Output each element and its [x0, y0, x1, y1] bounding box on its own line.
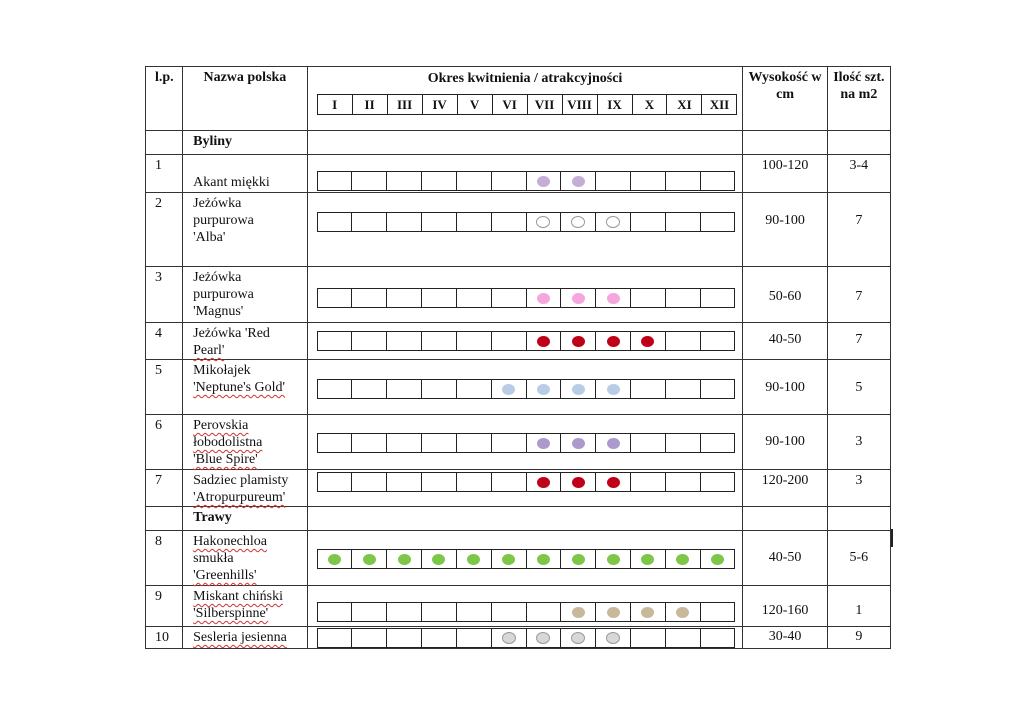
bloom-dot-empty — [502, 632, 516, 644]
flowering-period — [307, 531, 743, 586]
month-cell — [666, 380, 701, 398]
bloom-dot-red — [537, 477, 550, 488]
month-cell — [422, 434, 457, 452]
bloom-dot-green — [432, 554, 445, 565]
height-value: 40-50 — [743, 531, 827, 586]
quantity-value: 3-4 — [827, 155, 890, 193]
month-cell — [492, 629, 527, 647]
month-cell — [666, 629, 701, 647]
flowering-period — [307, 360, 743, 415]
month-cell — [492, 434, 527, 452]
month-cell — [318, 172, 353, 190]
bloom-dot-green — [676, 554, 689, 565]
table-row — [146, 470, 891, 507]
row-number: 7 — [146, 470, 183, 507]
plant-name-line: Sadziec plamisty — [193, 473, 289, 488]
month-cell — [352, 213, 387, 231]
bloom-dot-green — [537, 554, 550, 565]
month-cell — [561, 213, 596, 231]
month-cell — [387, 289, 422, 307]
month-cell — [561, 380, 596, 398]
height-value: 30-40 — [743, 627, 827, 649]
table-row — [146, 627, 891, 649]
plant-name-line: 'Blue Spire' — [193, 452, 258, 467]
month-cell — [596, 213, 631, 231]
month-cell — [596, 629, 631, 647]
flowering-period — [307, 415, 743, 470]
plant-name-line: 'Neptune's Gold' — [193, 380, 286, 395]
row-number: 1 — [146, 155, 183, 193]
plant-name — [183, 586, 308, 627]
plant-name-line: Mikołajek — [193, 363, 251, 378]
month-cell — [318, 434, 353, 452]
month-cell — [492, 380, 527, 398]
quantity-value: 9 — [827, 627, 890, 649]
month-cell — [596, 289, 631, 307]
month-cell — [457, 380, 492, 398]
month-label: X — [633, 95, 668, 114]
month-cell — [527, 550, 562, 568]
month-cell — [666, 473, 701, 491]
month-cell — [596, 603, 631, 621]
plant-name-line: Jeżówka — [193, 196, 242, 211]
month-cell — [387, 380, 422, 398]
month-cell — [631, 332, 666, 350]
month-cell — [422, 629, 457, 647]
month-cell — [387, 550, 422, 568]
month-cell — [422, 289, 457, 307]
table-row — [146, 531, 891, 586]
month-label: XI — [667, 95, 702, 114]
month-cell — [596, 332, 631, 350]
month-cell — [631, 172, 666, 190]
row-number: 9 — [146, 586, 183, 627]
text-cursor — [891, 529, 893, 547]
header-name: Nazwa polska — [183, 67, 308, 131]
flowering-period — [307, 470, 743, 507]
month-cell — [352, 332, 387, 350]
month-label: VIII — [563, 95, 598, 114]
month-cell — [352, 380, 387, 398]
bloom-dot-empty — [606, 216, 620, 228]
month-cell — [492, 172, 527, 190]
bloom-dot-red — [607, 336, 620, 347]
table-row — [146, 586, 891, 627]
month-cell — [701, 473, 735, 491]
bloom-dot-green — [607, 554, 620, 565]
section-row-grasses — [146, 507, 891, 531]
month-strip — [317, 602, 736, 622]
plant-name — [183, 470, 308, 507]
plant-name-line: purpurowa — [193, 287, 254, 302]
height-value: 50-60 — [743, 267, 827, 323]
height-value: 40-50 — [743, 323, 827, 360]
bloom-dot-empty — [571, 632, 585, 644]
plant-name — [183, 415, 308, 470]
month-cell — [527, 172, 562, 190]
month-cell — [561, 434, 596, 452]
month-cell — [631, 380, 666, 398]
quantity-value: 3 — [827, 470, 890, 507]
row-number: 2 — [146, 193, 183, 267]
plant-name — [183, 193, 308, 267]
flowering-period — [307, 586, 743, 627]
height-value: 90-100 — [743, 415, 827, 470]
bloom-dot-green — [363, 554, 376, 565]
month-cell — [457, 332, 492, 350]
month-cell — [666, 213, 701, 231]
bloom-dot-lavender — [537, 438, 550, 449]
month-cell — [561, 172, 596, 190]
height-value: 120-200 — [743, 470, 827, 507]
plant-name-line: smukła — [193, 551, 234, 566]
plant-name-line: 'Silberspinne' — [193, 606, 269, 621]
month-label: II — [353, 95, 388, 114]
month-label: V — [458, 95, 493, 114]
bloom-dot-red — [537, 336, 550, 347]
plant-name-line: 'Greenhills' — [193, 568, 257, 583]
row-number: 4 — [146, 323, 183, 360]
month-cell — [631, 550, 666, 568]
bloom-dot-red — [641, 336, 654, 347]
month-cell — [666, 550, 701, 568]
month-cell — [701, 172, 735, 190]
month-cell — [422, 550, 457, 568]
month-cell — [352, 434, 387, 452]
month-cell — [387, 434, 422, 452]
bloom-dot-green — [328, 554, 341, 565]
header-period-title: Okres kwitnienia / atrakcyjności — [427, 71, 623, 86]
bloom-dot-empty — [606, 632, 620, 644]
month-cell — [527, 434, 562, 452]
quantity-value: 7 — [827, 323, 890, 360]
month-strip — [317, 549, 736, 569]
month-cell — [492, 332, 527, 350]
month-cell — [666, 289, 701, 307]
table-row — [146, 267, 891, 323]
month-cell — [387, 603, 422, 621]
month-cell — [701, 550, 735, 568]
month-cell — [457, 473, 492, 491]
month-cell — [318, 289, 353, 307]
month-cell — [631, 603, 666, 621]
month-cell — [492, 213, 527, 231]
month-cell — [422, 380, 457, 398]
month-cell — [631, 289, 666, 307]
flowering-period — [307, 627, 743, 649]
month-strip — [317, 379, 736, 399]
row-number: 5 — [146, 360, 183, 415]
plant-name-line: Jeżówka 'Red — [193, 326, 270, 341]
header-row — [146, 67, 891, 131]
plant-name — [183, 531, 308, 586]
month-cell — [318, 550, 353, 568]
plant-name — [183, 267, 308, 323]
month-strip — [317, 331, 736, 351]
month-cell — [701, 434, 735, 452]
month-label: III — [388, 95, 423, 114]
month-cell — [457, 629, 492, 647]
plant-name-line: Hakonechloa — [193, 534, 267, 549]
month-cell — [318, 332, 353, 350]
month-cell — [352, 629, 387, 647]
plant-name-line: Akant miękki — [193, 175, 270, 190]
month-cell — [666, 434, 701, 452]
month-cell — [352, 172, 387, 190]
month-cell — [422, 473, 457, 491]
month-cell — [701, 629, 735, 647]
month-cell — [422, 172, 457, 190]
month-label: I — [318, 95, 353, 114]
bloom-dot-light_blue — [572, 384, 585, 395]
month-cell — [596, 473, 631, 491]
plant-name-line: 'Alba' — [193, 230, 226, 245]
month-cell — [318, 629, 353, 647]
month-cell — [318, 603, 353, 621]
month-cell — [387, 172, 422, 190]
month-cell — [492, 473, 527, 491]
month-strip — [317, 171, 736, 191]
month-cell — [457, 550, 492, 568]
month-label: VI — [493, 95, 528, 114]
bloom-dot-pink — [572, 293, 585, 304]
month-cell — [701, 289, 735, 307]
month-header — [317, 94, 738, 115]
month-cell — [666, 172, 701, 190]
flowering-period — [307, 323, 743, 360]
height-value: 90-100 — [743, 360, 827, 415]
month-cell — [631, 629, 666, 647]
quantity-value: 1 — [827, 586, 890, 627]
row-number: 3 — [146, 267, 183, 323]
plant-name-line: Sesleria jesienna — [193, 630, 287, 645]
month-cell — [561, 603, 596, 621]
month-cell — [457, 603, 492, 621]
month-cell — [701, 213, 735, 231]
month-cell — [422, 603, 457, 621]
bloom-dot-green — [641, 554, 654, 565]
bloom-dot-light_blue — [607, 384, 620, 395]
bloom-dot-green — [572, 554, 585, 565]
month-cell — [457, 172, 492, 190]
month-cell — [387, 213, 422, 231]
month-cell — [631, 434, 666, 452]
month-cell — [527, 380, 562, 398]
flowering-period — [307, 193, 743, 267]
row-number: 6 — [146, 415, 183, 470]
month-strip — [317, 288, 736, 308]
bloom-dot-green — [467, 554, 480, 565]
quantity-value: 7 — [827, 193, 890, 267]
flowering-period — [307, 155, 743, 193]
month-cell — [666, 332, 701, 350]
bloom-dot-lilac — [537, 176, 550, 187]
bloom-dot-empty — [536, 632, 550, 644]
month-cell — [527, 213, 562, 231]
table-row — [146, 360, 891, 415]
height-value: 100-120 — [743, 155, 827, 193]
month-cell — [701, 380, 735, 398]
row-number: 8 — [146, 531, 183, 586]
plant-name-line: Pearl' — [193, 343, 225, 358]
month-strip — [317, 212, 736, 232]
bloom-dot-red — [607, 477, 620, 488]
bloom-dot-tan — [572, 607, 585, 618]
month-cell — [492, 550, 527, 568]
bloom-dot-lilac — [572, 176, 585, 187]
plant-name-line: Jeżówka — [193, 270, 242, 285]
height-value: 120-160 — [743, 586, 827, 627]
month-cell — [492, 289, 527, 307]
month-cell — [387, 629, 422, 647]
month-cell — [352, 473, 387, 491]
month-cell — [318, 380, 353, 398]
month-cell — [527, 289, 562, 307]
bloom-dot-tan — [607, 607, 620, 618]
month-cell — [352, 603, 387, 621]
bloom-dot-pink — [537, 293, 550, 304]
month-cell — [457, 213, 492, 231]
table-row — [146, 415, 891, 470]
bloom-dot-empty — [536, 216, 550, 228]
month-cell — [701, 332, 735, 350]
bloom-dot-tan — [641, 607, 654, 618]
month-cell — [318, 213, 353, 231]
flowering-period — [307, 267, 743, 323]
header-period — [307, 67, 743, 131]
month-label: VII — [528, 95, 563, 114]
month-cell — [457, 434, 492, 452]
plant-name-line: 'Atropurpureum' — [193, 490, 286, 505]
bloom-dot-light_blue — [502, 384, 515, 395]
month-cell — [527, 473, 562, 491]
month-cell — [631, 213, 666, 231]
quantity-value: 7 — [827, 267, 890, 323]
bloom-dot-empty — [571, 216, 585, 228]
month-cell — [561, 550, 596, 568]
table-row — [146, 193, 891, 267]
month-strip — [317, 472, 736, 492]
section-title-perennials: Byliny — [183, 131, 308, 155]
plant-name — [183, 360, 308, 415]
bloom-dot-green — [398, 554, 411, 565]
height-value: 90-100 — [743, 193, 827, 267]
month-cell — [561, 473, 596, 491]
table-row — [146, 323, 891, 360]
plant-name-line: purpurowa — [193, 213, 254, 228]
plant-name-line: Miskant chiński — [193, 589, 283, 604]
header-lp: l.p. — [146, 67, 183, 131]
bloom-dot-lavender — [572, 438, 585, 449]
quantity-value: 5-6 — [827, 531, 890, 586]
month-cell — [352, 550, 387, 568]
table-row — [146, 155, 891, 193]
plant-table — [145, 66, 891, 649]
plant-name — [183, 323, 308, 360]
bloom-dot-light_blue — [537, 384, 550, 395]
month-cell — [701, 603, 735, 621]
header-height: Wysokość w cm — [743, 67, 827, 131]
plant-name-line: łobodolistna — [193, 435, 263, 450]
month-cell — [596, 172, 631, 190]
month-cell — [561, 629, 596, 647]
month-strip — [317, 628, 736, 648]
month-cell — [561, 289, 596, 307]
month-label: IV — [423, 95, 458, 114]
month-cell — [318, 473, 353, 491]
row-number: 10 — [146, 627, 183, 649]
plant-name-line: 'Magnus' — [193, 304, 244, 319]
bloom-dot-tan — [676, 607, 689, 618]
bloom-dot-red — [572, 477, 585, 488]
month-cell — [387, 332, 422, 350]
month-cell — [457, 289, 492, 307]
month-label: IX — [598, 95, 633, 114]
bloom-dot-green — [502, 554, 515, 565]
plant-name-line: Perovskia — [193, 418, 249, 433]
month-cell — [387, 473, 422, 491]
month-cell — [422, 332, 457, 350]
month-cell — [596, 550, 631, 568]
bloom-dot-pink — [607, 293, 620, 304]
section-row-perennials — [146, 131, 891, 155]
month-cell — [527, 629, 562, 647]
month-cell — [631, 473, 666, 491]
plant-name — [183, 627, 308, 649]
bloom-dot-red — [572, 336, 585, 347]
month-cell — [527, 603, 562, 621]
month-label: XII — [709, 97, 730, 112]
quantity-value: 3 — [827, 415, 890, 470]
bloom-dot-lavender — [607, 438, 620, 449]
month-cell — [422, 213, 457, 231]
month-cell — [492, 603, 527, 621]
month-cell — [527, 332, 562, 350]
month-cell — [561, 332, 596, 350]
month-cell — [666, 603, 701, 621]
header-qty: Ilość szt. na m2 — [827, 67, 890, 131]
month-strip — [317, 433, 736, 453]
month-cell — [352, 289, 387, 307]
section-title-grasses: Trawy — [183, 507, 308, 531]
month-cell — [596, 434, 631, 452]
plant-name-line — [193, 157, 307, 174]
plant-name — [183, 155, 308, 193]
month-cell — [596, 380, 631, 398]
bloom-dot-green — [711, 554, 724, 565]
quantity-value: 5 — [827, 360, 890, 415]
